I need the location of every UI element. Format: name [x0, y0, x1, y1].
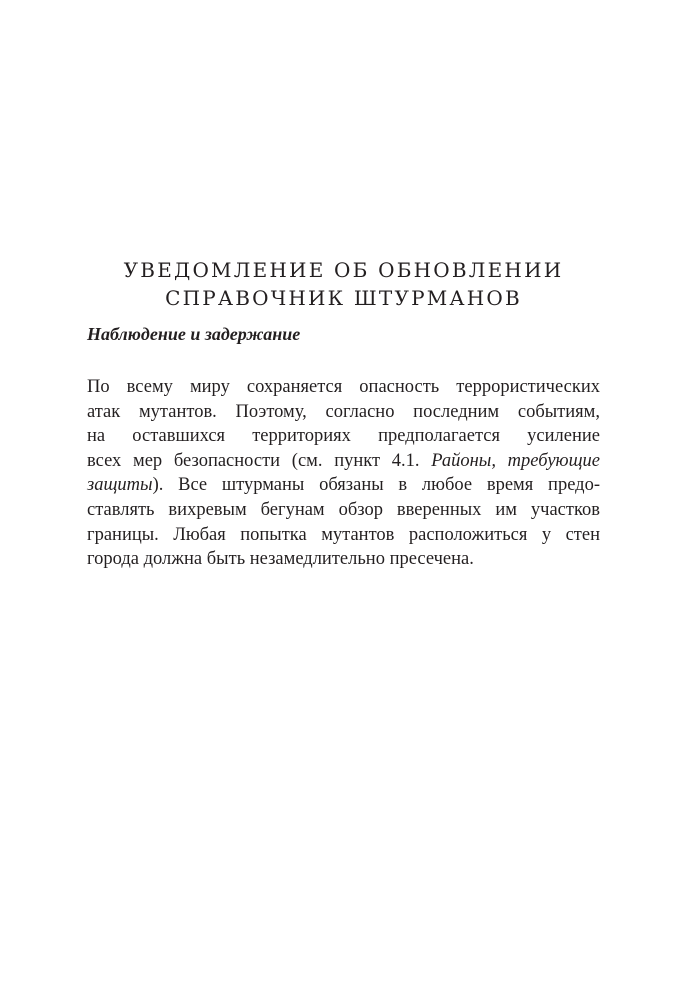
paragraph-line: границы. Любая попытка мутантов расположиться у стен	[87, 524, 600, 545]
heading-line-2: СПРАВОЧНИК ШТУРМАНОВ	[165, 286, 522, 310]
paragraph-text: ). Все штурманы обязаны в любое время предо-	[152, 475, 600, 496]
italic-reference: Районы, требующие	[431, 450, 600, 471]
paragraph-line: города должна быть незамедлительно пресечена.	[87, 549, 474, 570]
section-title: Наблюдение и задержание	[87, 324, 301, 344]
paragraph-line: ставлять вихревым бегунам обзор вверенных им участков	[87, 499, 600, 520]
paragraph-line	[87, 473, 600, 498]
body-paragraph	[87, 375, 600, 572]
paragraph-line: По всему миру сохраняется опасность террористических	[87, 377, 600, 397]
paragraph-line: атак мутантов. Поэтому, согласно последним событиям,	[87, 401, 600, 422]
paragraph-line	[87, 449, 600, 474]
italic-reference: защиты	[87, 475, 153, 496]
paragraph-text: всех мер безопасности (см. пункт 4.1.	[87, 450, 432, 471]
heading-line-1: УВЕДОМЛЕНИЕ ОБ ОБНОВЛЕНИИ	[123, 258, 564, 282]
paragraph-line: на оставшихся территориях предполагается усиление	[87, 426, 600, 447]
notice-heading	[0, 256, 687, 312]
